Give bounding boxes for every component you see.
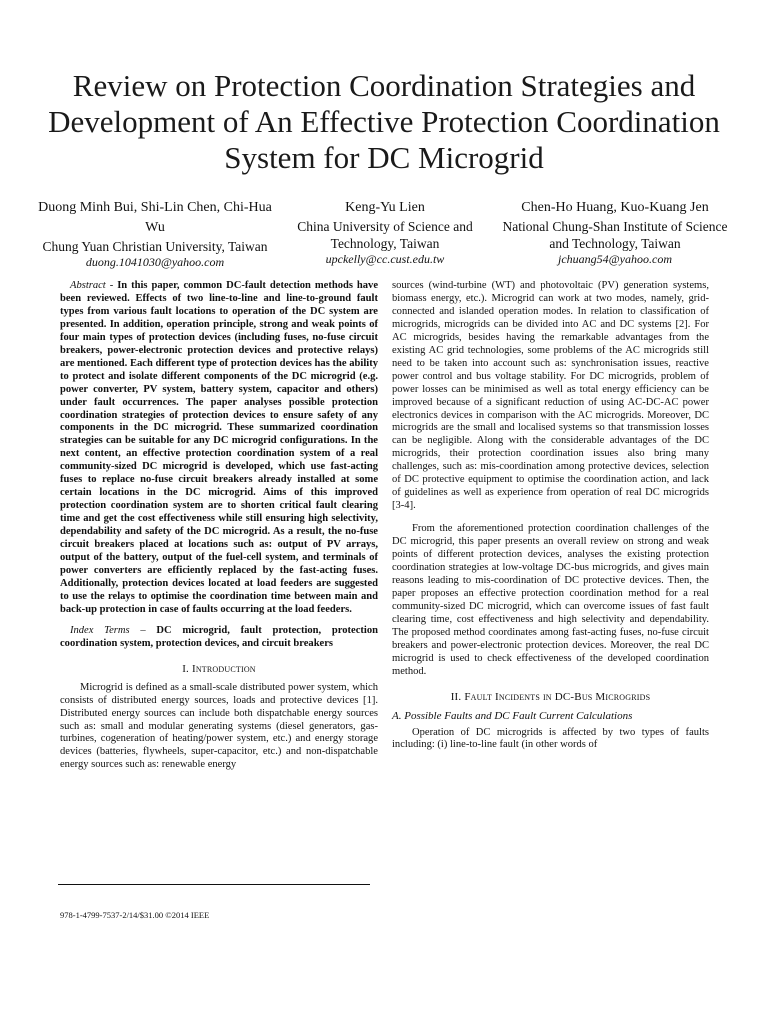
- author-group-3: [495, 198, 735, 267]
- intro-paragraph: Microgrid is defined as a small-scale distributed power system, which consists of distributed energy sources, loads and protective devices [1]. Distributed energy sources can include both dispatchable energy sources such as: small and modular generating systems (diesel generators, gas-turbines, cogeneration of heating/power system, etc.) and energy storage devices (batteries, flywheels, super-capacitor, etc.) and non-dispatchable energy sources such as: renewable energy: [60, 681, 378, 771]
- body-paragraph: sources (wind-turbine (WT) and photovoltaic (PV) generation systems, biomass energy, etc.). Microgrid can work at two modes, namely, grid-connected and islanded operation modes. In relation to classification of microgrids, microgrids can be divided into AC and DC systems [2]. For AC microgrids, besides having the remarkable advantages from the existing AC grid technologies, some problems of the AC microgrids still need to be taken into account such as: synchronisation issues, reactive power control and bus voltage stability. For DC microgrids, problem of power losses can be minimised as well as total energy efficiency can be improved because of a significant reduction of using AC-DC-AC power electronics devices in comparison with the AC microgrids. Moreover, DC microgrids are the small and localised systems so that transmission losses can be negligible. Along with the considerable advantages of the DC microgrids, their protection coordination issues also bring many challenges, such as: mis-coordination among protective devices, selection of DC protective equipment to optimise the coordination action, and lack of guidelines as well as experience from operation of real DC microgrids [3-4].: [392, 280, 709, 512]
- author-names: Chen-Ho Huang, Kuo-Kuang Jen: [521, 200, 709, 215]
- footnote-rule: [58, 884, 370, 885]
- author-group-2: [290, 198, 480, 267]
- abstract-label: Abstract -: [70, 280, 114, 291]
- body-paragraph: Operation of DC microgrids is affected by two types of faults including: (i) line-to-line fault (in other words of: [392, 726, 709, 751]
- left-column: [60, 280, 378, 772]
- section-heading-fault-incidents: II. Fault Incidents in DC-Bus Microgrids: [450, 690, 651, 703]
- author-group-1: [30, 198, 280, 270]
- author-email: jchuang54@yahoo.com: [557, 252, 673, 266]
- author-names: Keng-Yu Lien: [345, 200, 425, 215]
- paper-title: Review on Protection Coordination Strategies and Development of An Effective Protection Coordination System for DC Microgrid: [48, 68, 720, 175]
- author-names: Duong Minh Bui, Shi-Lin Chen, Chi-Hua Wu: [38, 200, 272, 235]
- right-column: [392, 280, 709, 752]
- subsection-heading: A. Possible Faults and DC Fault Current Calculations: [392, 709, 633, 722]
- section-heading-introduction: I. Introduction: [182, 662, 256, 675]
- index-terms-label: Index Terms –: [70, 624, 146, 636]
- abstract: [60, 280, 378, 617]
- index-terms: [60, 625, 378, 651]
- body-paragraph: From the aforementioned protection coordination challenges of the DC microgrid, this paper presents an overall review on strong and weak points of different protection devices, analyses the existing protection coordination strategies at low-voltage DC-bus microgrids, and gives main reasons leading to mis-coordination of DC protective devices. Then, the paper proposes an effective protection coordination method for a real community-sized DC microgrid, which can overcome issues of fast fault clearing time, cost effectiveness and high selectivity and dependability. The proposed method coordinates among fast-acting fuses, no-fuse circuit breakers and power-electronic protection devices. Moreover, the real DC microgrid is used to check effectiveness of the developed coordination method.: [392, 523, 709, 677]
- author-affiliation: China University of Science and Technology, Taiwan: [297, 219, 473, 251]
- author-affiliation: Chung Yuan Christian University, Taiwan: [42, 239, 268, 254]
- index-terms-text: DC microgrid, fault protection, protection coordination system, protection devices, and circuit breakers: [60, 624, 379, 649]
- copyright-footer: 978-1-4799-7537-2/14/$31.00 ©2014 IEEE: [60, 910, 210, 920]
- author-email: duong.1041030@yahoo.com: [85, 255, 225, 269]
- abstract-text: In this paper, common DC-fault detection methods have been reviewed. Effects of two line-to-line and line-to-ground fault types from various fault locations to operation of the DC system are presented. In addition, operation principle, strong and weak points of four main types of protection devices (including fuses, no-fuse circuit breakers, power-electronic protection devices and protective relays) are mentioned. Each different type of protection devices has the ability to protect and isolate different components of the DC microgrid (e.g. power converter, PV system, battery system, capacitor and others) under fault occurrences. The paper analyses possible protection coordination strategies of protection devices to ensure safety of any components in the DC microgrid. These summarized coordination strategies can be suitable for any DC microgrid configurations. In the next content, an effective protection coordination system of a real community-sized DC microgrid is developed, which use fast-acting fuses to replace no-fuse circuit breakers already installed at some certain locations in the DC microgrid. Aims of this improved protection coordination system are to shorten critical fault clearing time and get the cost effectiveness while still ensuring high selectivity, dependability and safety of the DC microgrid. As a result, the no-fuse circuit breakers placed at locations such as: output of PV arrays, output of the battery, output of the fuel-cell system, and terminals of power converters are efficiently replaced by the fast-acting fuses. Additionally, protection devices located at load feeders are suggested to use the relays to optimise the coordination time between main and back-up protection in case of faults occurring at the load feeders.: [60, 280, 379, 615]
- author-affiliation: National Chung-Shan Institute of Science and Technology, Taiwan: [502, 219, 728, 251]
- author-email: upckelly@cc.cust.edu.tw: [325, 252, 445, 266]
